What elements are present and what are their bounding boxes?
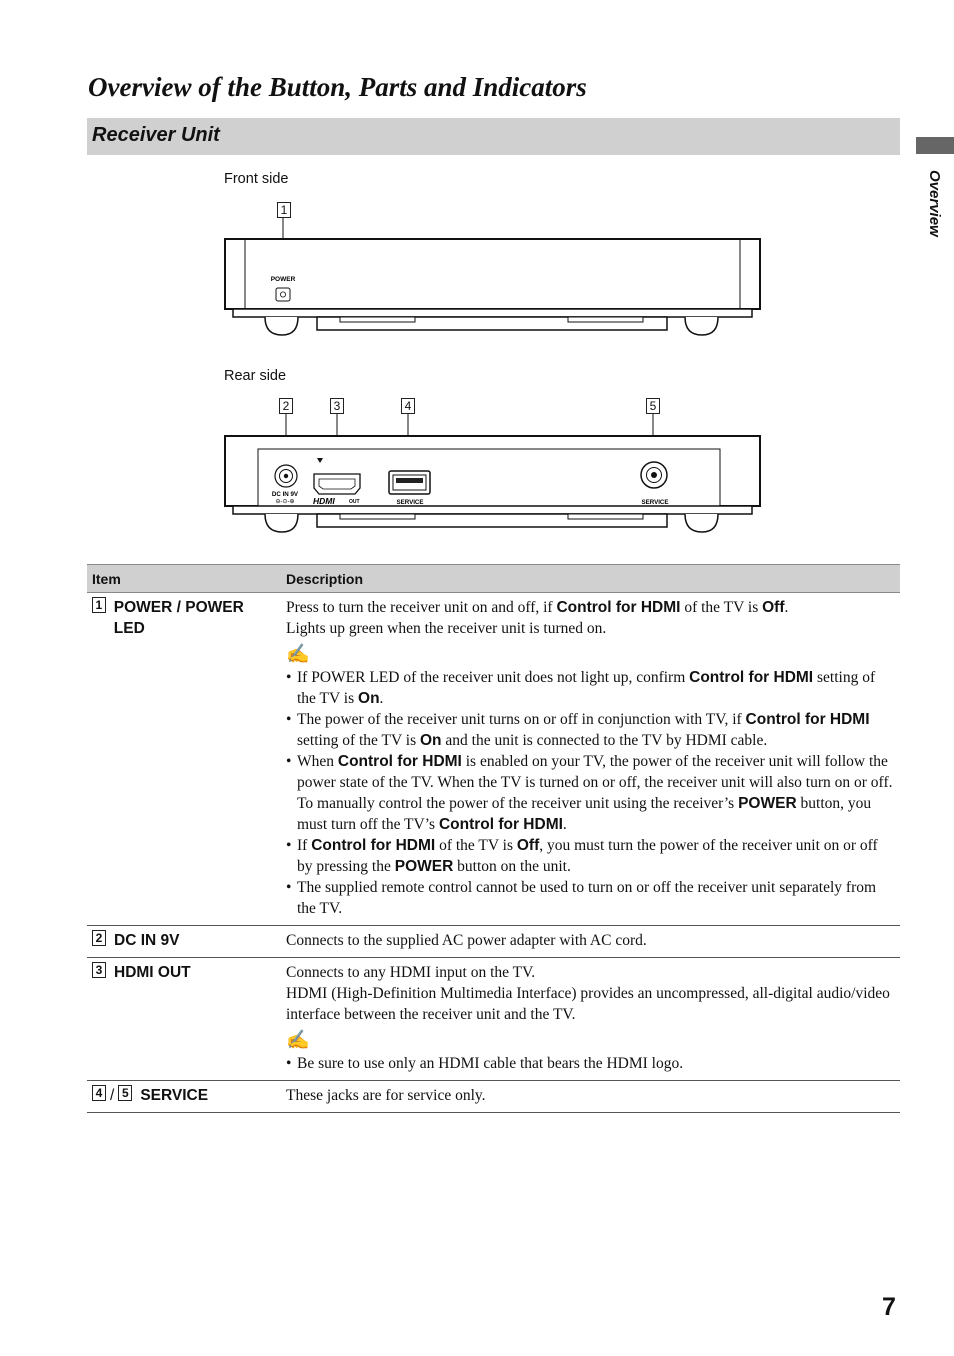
side-tab-marker — [916, 137, 954, 154]
item-cell — [87, 1081, 281, 1113]
item-cell — [87, 926, 281, 958]
front-side-diagram — [220, 215, 765, 340]
hdmi-logo: HDMI — [313, 496, 335, 506]
service-jack[interactable] — [641, 462, 667, 488]
section-header — [87, 118, 900, 155]
note-list — [286, 1053, 895, 1074]
callout-5: 5 — [646, 398, 660, 414]
page-number: 7 — [882, 1293, 896, 1321]
table-row — [87, 958, 900, 1081]
item-cell — [87, 958, 281, 1081]
items-table — [87, 564, 900, 1113]
section-title: Receiver Unit — [92, 124, 220, 146]
note-item: • If POWER LED of the receiver unit does not light up, confirm Control for HDMI setting of the TV is On. — [286, 667, 895, 709]
callout-3: 3 — [330, 398, 344, 414]
hdmi-out-port[interactable] — [314, 474, 360, 494]
polarity-icon: ⊖-⊙-⊕ — [275, 499, 295, 505]
item-name: DC IN 9V — [114, 932, 180, 949]
description-line: Connects to any HDMI input on the TV. — [286, 964, 536, 981]
description-line: Press to turn the receiver unit on and off, if Control for HDMI of the TV is Off. — [286, 599, 789, 616]
callout-1: 1 — [277, 202, 291, 218]
callout-4: 4 — [401, 398, 415, 414]
front-power-label: POWER — [270, 276, 296, 283]
item-number: 4 — [92, 1085, 106, 1101]
usb-service-port[interactable] — [389, 471, 430, 494]
item-name: HDMI OUT — [114, 964, 191, 981]
table-row — [87, 1081, 900, 1113]
item-number: 2 — [92, 930, 106, 946]
power-button[interactable] — [276, 288, 290, 301]
note-item: • The power of the receiver unit turns on or off in conjunction with TV, if Control for HDMI setting of the TV is On and the unit is connected to the TV by HDMI cable. — [286, 709, 895, 751]
note-list — [286, 667, 895, 919]
description-cell — [281, 593, 900, 926]
item-cell — [87, 593, 281, 926]
side-tab-label: Overview — [926, 170, 943, 237]
item-separator: / — [110, 1087, 115, 1104]
item-name: SERVICE — [140, 1087, 209, 1104]
callout-2: 2 — [279, 398, 293, 414]
usb-service-label: SERVICE — [396, 499, 424, 506]
jack-service-label: SERVICE — [641, 499, 669, 506]
table-row — [87, 926, 900, 958]
note-item: • Be sure to use only an HDMI cable that bears the HDMI logo. — [286, 1053, 895, 1074]
rear-side-diagram — [220, 412, 765, 537]
item-number: 1 — [92, 597, 106, 613]
note-pencil-icon: ✍ — [286, 1030, 310, 1051]
item-number: 5 — [118, 1085, 132, 1101]
note-item: • If Control for HDMI of the TV is Off, you must turn the power of the receiver unit on or off by pressing the POWER button on the unit. — [286, 835, 895, 877]
header-description: Description — [281, 565, 900, 593]
description-cell: Connects to the supplied AC power adapter with AC cord. — [281, 926, 900, 958]
table-header-row — [87, 565, 900, 593]
item-name: POWER / POWER LED — [113, 599, 244, 637]
table-row — [87, 593, 900, 926]
dc-in-label: DC IN 9V — [271, 491, 299, 498]
note-item: • When Control for HDMI is enabled on your TV, the power of the receiver unit will follow the power state of the TV. When the TV is turned on or off, the receiver unit will also turn on or off. To manually control the power of the receiver unit using the receiver’s POWER button, you must turn off the TV’s Control for HDMI. — [286, 751, 895, 835]
item-number: 3 — [92, 962, 106, 978]
note-pencil-icon: ✍ — [286, 644, 310, 665]
description-line: HDMI (High-Definition Multimedia Interface) provides an uncompressed, all-digital audio/video interface between the receiver unit and the TV. — [286, 985, 890, 1023]
description-line: Lights up green when the receiver unit is turned on. — [286, 620, 607, 637]
description-cell — [281, 958, 900, 1081]
dc-in-jack[interactable] — [275, 465, 297, 487]
note-item: • The supplied remote control cannot be used to turn on or off the receiver unit separately from the TV. — [286, 877, 895, 919]
rear-side-label: Rear side — [224, 368, 287, 384]
page-title: Overview of the Button, Parts and Indicators — [88, 72, 587, 102]
hdmi-out-label: OUT — [349, 499, 360, 505]
header-item: Item — [87, 565, 281, 593]
description-cell: These jacks are for service only. — [281, 1081, 900, 1113]
front-side-label: Front side — [224, 171, 289, 187]
